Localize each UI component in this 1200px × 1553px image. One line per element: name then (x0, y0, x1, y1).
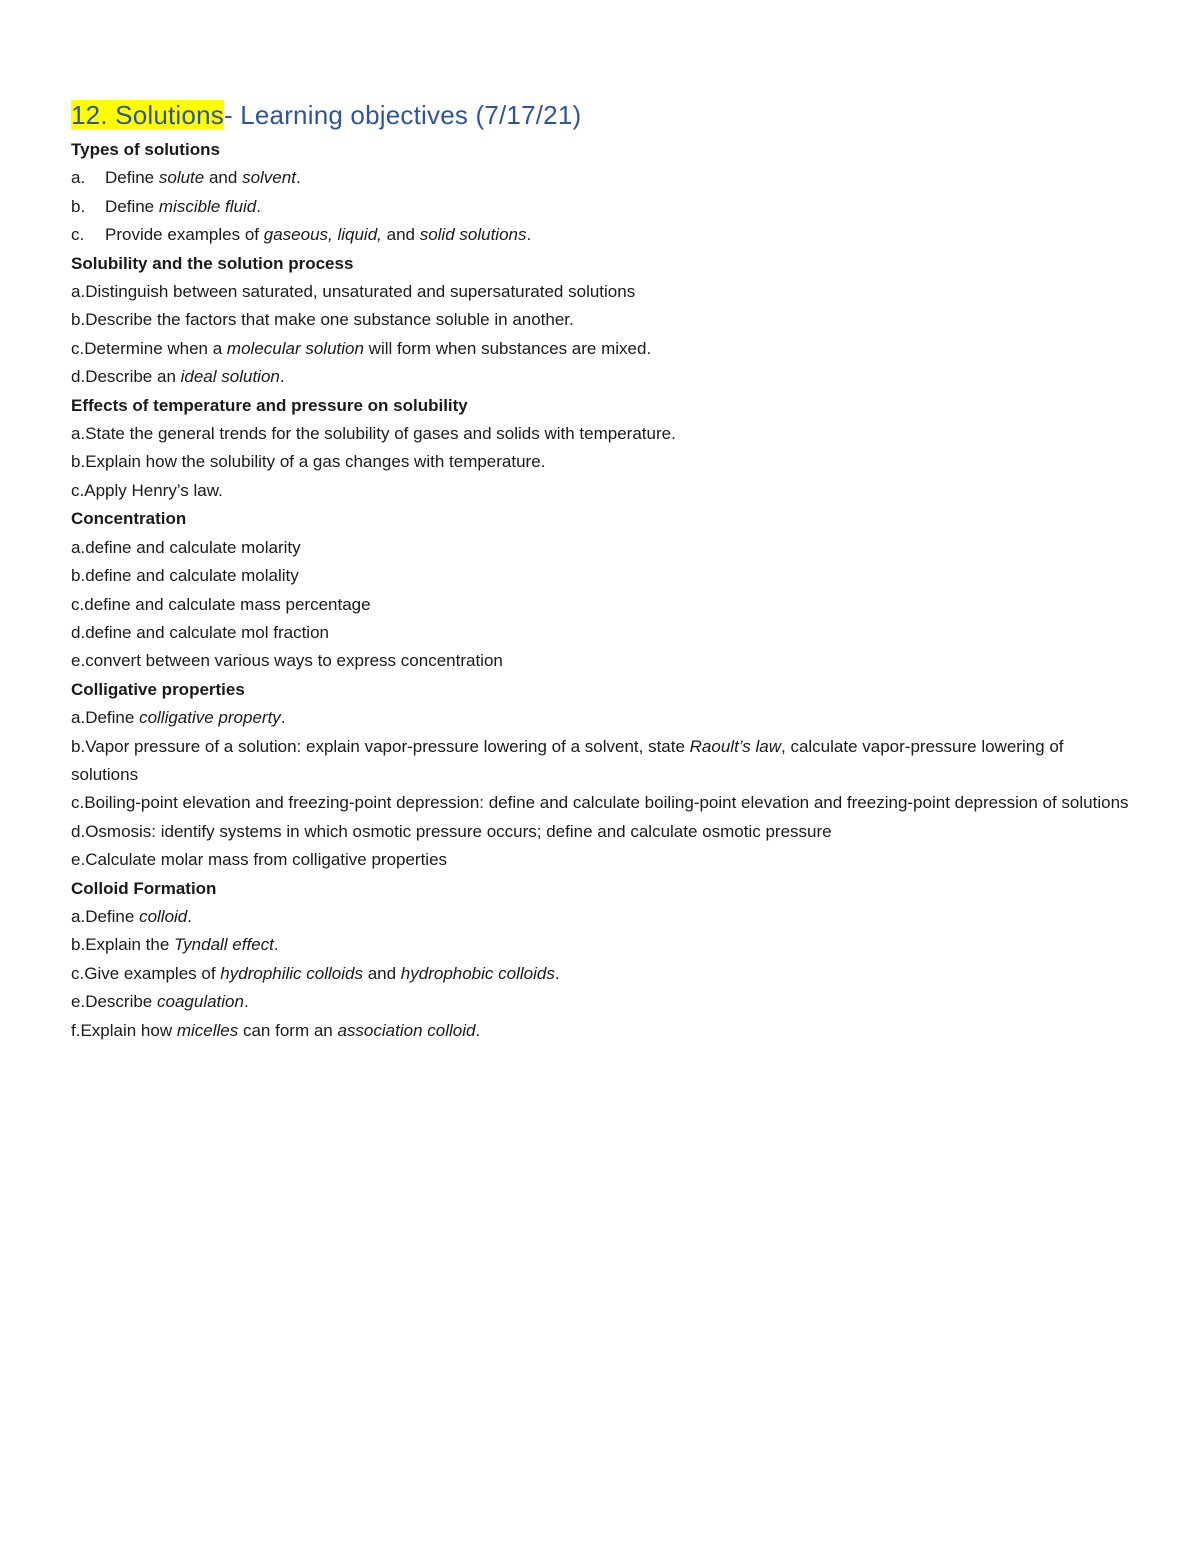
section-heading: Colloid Formation (71, 878, 217, 898)
section (71, 875, 1131, 1045)
objective-item (71, 278, 1131, 306)
objective-item (71, 193, 1131, 221)
section (71, 250, 1131, 392)
item-marker: a. (71, 282, 86, 302)
item-marker: b. (71, 196, 86, 216)
italic-term: ideal solution (180, 367, 280, 387)
item-text (105, 193, 261, 221)
item-text (85, 538, 300, 557)
objective-item (71, 534, 1131, 562)
item-text (71, 737, 1064, 784)
italic-term: Raoult’s law (689, 736, 781, 756)
objective-item (71, 306, 1131, 334)
text-run: Apply Henry’s law. (84, 480, 223, 500)
text-run: Define (105, 168, 159, 188)
section-heading: Types of solutions (71, 140, 220, 159)
italic-term: Tyndall effect (174, 935, 274, 955)
italic-term: molecular solution (226, 338, 364, 358)
objective-item (71, 448, 1131, 476)
item-marker: c. (71, 480, 85, 500)
italic-term: colloid (139, 906, 188, 926)
italic-term: micelles (176, 1020, 239, 1040)
item-marker: d. (71, 622, 86, 642)
objective-item (71, 619, 1131, 647)
italic-term: hydrophobic colloids (400, 963, 555, 983)
italic-term: solvent (242, 168, 296, 188)
item-marker: e. (71, 850, 86, 870)
objective-item (71, 221, 1131, 249)
item-marker: e. (71, 651, 86, 671)
objective-item (71, 988, 1131, 1016)
item-text (84, 964, 559, 983)
objective-item (71, 846, 1131, 874)
italic-term: colligative property (139, 708, 281, 728)
item-marker: b. (71, 310, 86, 330)
item-text (85, 850, 447, 869)
text-run: can form an (238, 1020, 338, 1040)
item-marker: b. (71, 452, 86, 472)
page-title (71, 96, 1131, 134)
item-text (85, 651, 503, 670)
text-run: Explain how (80, 1020, 177, 1040)
italic-term: association colloid (337, 1020, 476, 1040)
text-run: . (243, 992, 249, 1012)
item-text (85, 566, 299, 585)
text-run: and (204, 168, 243, 188)
italic-term: coagulation (157, 992, 244, 1012)
item-text (85, 708, 285, 727)
title-highlight: 12. Solutions (71, 100, 224, 130)
text-run: will form when substances are mixed. (363, 338, 652, 358)
objective-item (71, 477, 1131, 505)
text-run: . (295, 168, 301, 188)
text-run: Vapor pressure of a solution: explain vapor-pressure lowering of a solvent, state (85, 736, 690, 756)
objectives-list (71, 136, 1131, 1045)
text-run: . (273, 935, 279, 955)
text-run: , calculate vapor-pressure lowering of solutions (71, 736, 1064, 784)
item-text (84, 595, 370, 614)
text-run: . (256, 196, 261, 216)
item-marker: d. (71, 821, 86, 841)
text-run: Calculate molar mass from colligative properties (85, 850, 448, 870)
section (71, 505, 1131, 675)
text-run: . (475, 1020, 481, 1040)
item-text (85, 623, 329, 642)
item-marker: a. (71, 168, 86, 188)
item-text (84, 793, 1128, 812)
section (71, 136, 1131, 250)
text-run: Explain how the solubility of a gas changes with temperature. (85, 452, 546, 472)
item-text (85, 310, 574, 329)
text-run: convert between various ways to express concentration (85, 651, 503, 671)
text-run: Osmosis: identify systems in which osmotic pressure occurs; define and calculate osmotic pressure (85, 821, 832, 841)
title-rest: - Learning objectives (7/17/21) (223, 100, 582, 130)
item-text (80, 1021, 480, 1040)
text-run: define and calculate molality (85, 566, 299, 586)
item-text (85, 822, 831, 841)
objective-item (71, 789, 1131, 817)
item-marker: a. (71, 424, 86, 444)
section-heading: Concentration (71, 509, 187, 529)
objective-item (71, 1017, 1131, 1045)
italic-term: gaseous, liquid, (263, 225, 382, 245)
section-heading: Colligative properties (71, 679, 245, 699)
text-run: . (187, 906, 192, 926)
item-marker: e. (71, 992, 86, 1012)
document-page (71, 96, 1131, 1045)
text-run: define and calculate mass percentage (84, 594, 371, 614)
item-marker: a. (71, 708, 86, 728)
item-text (105, 164, 301, 192)
objective-item (71, 960, 1131, 988)
objective-item (71, 335, 1131, 363)
text-run: Define (85, 708, 140, 728)
text-run: Describe the factors that make one substance soluble in another. (85, 310, 574, 330)
objective-item (71, 363, 1131, 391)
objective-item (71, 733, 1131, 790)
text-run: define and calculate molarity (85, 537, 301, 557)
item-text (84, 339, 651, 358)
item-marker: b. (71, 736, 86, 756)
item-marker: c. (71, 793, 85, 813)
text-run: and (381, 225, 420, 245)
text-run: Define (105, 196, 159, 216)
text-run: Describe (85, 992, 157, 1012)
item-marker: d. (71, 367, 86, 387)
italic-term: miscible fluid (158, 196, 257, 216)
objective-item (71, 562, 1131, 590)
section (71, 392, 1131, 506)
text-run: define and calculate mol fraction (85, 622, 329, 642)
text-run: Define (85, 906, 140, 926)
italic-term: solute (158, 168, 205, 188)
item-marker: c. (71, 338, 85, 358)
item-text (85, 935, 278, 954)
text-run: . (280, 708, 286, 728)
text-run: State the general trends for the solubility of gases and solids with temperature. (85, 424, 676, 444)
text-run: Determine when a (84, 338, 227, 358)
item-text (85, 907, 192, 926)
item-marker: c. (71, 225, 85, 245)
text-run: . (526, 225, 532, 245)
objective-item (71, 164, 1131, 192)
text-run: . (279, 367, 285, 387)
text-run: Boiling-point elevation and freezing-point depression: define and calculate boiling-point elevation and freezing-point depression of solutions (84, 793, 1129, 813)
item-text (85, 282, 635, 301)
item-text (85, 424, 676, 443)
text-run: . (554, 963, 560, 983)
objective-item (71, 818, 1131, 846)
item-marker: a. (71, 906, 86, 926)
section-heading: Solubility and the solution process (71, 253, 354, 273)
section (71, 676, 1131, 875)
item-text (85, 367, 284, 386)
item-text (85, 452, 545, 471)
text-run: and (362, 963, 401, 983)
item-text (105, 221, 531, 249)
item-marker: b. (71, 566, 86, 586)
item-text (84, 481, 223, 500)
objective-item (71, 931, 1131, 959)
objective-item (71, 420, 1131, 448)
item-marker: f. (71, 1020, 81, 1040)
section-heading: Effects of temperature and pressure on solubility (71, 395, 468, 415)
objective-item (71, 903, 1131, 931)
italic-term: solid solutions (419, 225, 527, 245)
item-marker: c. (71, 963, 85, 983)
italic-term: hydrophilic colloids (220, 963, 363, 983)
item-marker: b. (71, 935, 86, 955)
item-marker: a. (71, 537, 86, 557)
text-run: Distinguish between saturated, unsaturated and supersaturated solutions (85, 282, 636, 302)
text-run: Describe an (85, 367, 181, 387)
objective-item (71, 704, 1131, 732)
text-run: Provide examples of (105, 225, 264, 245)
objective-item (71, 647, 1131, 675)
text-run: Give examples of (84, 963, 221, 983)
item-marker: c. (71, 594, 85, 614)
item-text (85, 992, 249, 1011)
objective-item (71, 591, 1131, 619)
text-run: Explain the (85, 935, 175, 955)
